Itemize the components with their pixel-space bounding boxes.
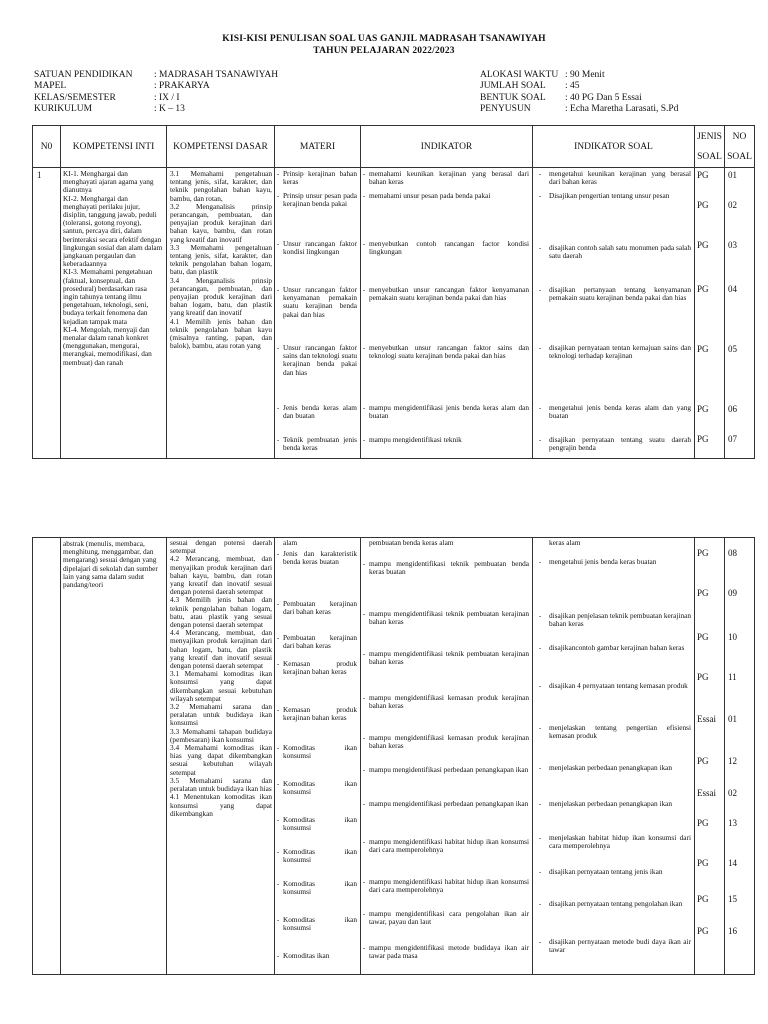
indikator-soal-item: disajikan penjelasan teknik pembuatan kerajinan bahan keras (549, 612, 691, 629)
materi-item: alam (283, 539, 298, 547)
bullet-dash: - (539, 612, 542, 620)
bullet-dash: - (539, 344, 542, 352)
no-soal-value: 07 (728, 434, 737, 444)
no-soal-value: 06 (728, 404, 737, 414)
bullet-dash: - (277, 706, 280, 714)
no-soal-value: 02 (728, 200, 737, 210)
bullet-dash: - (539, 192, 542, 200)
bullet-dash: - (539, 764, 542, 772)
header-jenis-soal: JENIS SOAL (695, 126, 725, 168)
bullet-dash: - (363, 694, 366, 702)
indikator-item: mampu mengidentifikasi habitat hidup ikan konsumsi dari cara memperolehnya (369, 838, 529, 855)
kompetensi-dasar-text: sesuai dengan potensi daerah setempat 4.2 Merancang, membuat, dan menyajikan produk kerajinan dari bahan kayu, bambu, dan rotan yang kreatif dan inovatif sesuai dengan potensi daerah setempat 4.3 Memilih jenis bahan dan teknik pengolahan bahan logam, batu, atau plastik yang sesuai dengan potensi daerah setempat 4.4 Merancang, membuat, dan menyajikan produk kerajinan dari bahan logam, batu, dan plastik yang kreatif dan inovatif sesuai dengan potensi daerah setempat 3.1 Memahami komoditas ikan konsumsi yang dapat dikembangkan sesuai kebutuhan wilayah setempat 3.2 Memahami sarana dan peralatan untuk budidaya ikan konsumsi 3.3 Memahami tahapan budidaya (pembesaran) ikan konsumsi 3.4 Memahami komoditas ikan hias yang dapat dikembangkan sesuai kebutuhan wilayah setempat 3.5 Memahami sarana dan peralatan untuk budidaya ikan hias 4.1 Menentukan komoditas ikan konsumsi yang dapat dikembangkan (170, 539, 272, 818)
materi-item: Komoditas ikan konsumsi (283, 816, 357, 833)
bullet-dash: - (539, 436, 542, 444)
jenis-soal-value: PG (697, 434, 709, 444)
bullet-dash: - (277, 880, 280, 888)
bullet-dash: - (539, 800, 542, 808)
meta-row: ALOKASI WAKTU : 90 Menit (480, 70, 605, 80)
materi-item: Pembuatan kerajinan dari bahan keras (283, 634, 357, 651)
bullet-dash: - (363, 944, 366, 952)
bullet-dash: - (363, 240, 366, 248)
indikator-soal-item: disajikancontoh gambar kerajinan bahan keras (549, 644, 685, 652)
materi-item: Prinsip kerajinan bahan keras (283, 170, 357, 187)
kisi-kisi-table-page1 (32, 125, 755, 459)
kompetensi-inti-text: KI-1. Menghargai dan menghayati ajaran agama yang dianutnya KI-2. Menghargai dan menghayati perilaku jujur, disiplin, tanggung jawab, peduli (toleransi, gotong royong), santun, percaya diri, dalam berinteraksi secara efektif dengan lingkungan sosial dan alam dalam jangkauan pergaulan dan keberadaannya KI-3. Memahami pengetahuan (faktual, konseptual, dan prosedural) berdasarkan rasa ingin tahunya tentang ilmu pengetahuan, teknologi, seni, budaya terkait fenomena dan kejadian tampak mata KI-4. Mengolah, menyaji dan menalar dalam ranah konkret (menggunakan, mengurai, merangkai, memodifikasi, dan membuat) dan ranah (63, 170, 163, 367)
indikator-soal-item: menjelaskan habitat hidup ikan konsumsi dari cara memperolehnya (549, 834, 691, 851)
row-number: 1 (37, 170, 42, 180)
materi-item: Komoditas ikan konsumsi (283, 780, 357, 797)
indikator-item: menyebutkan contoh rancangan factor kondisi lingkungan (369, 240, 529, 257)
indikator-item: memahami keunikan kerajinan yang berasal dari bahan keras (369, 170, 529, 187)
bullet-dash: - (363, 192, 366, 200)
bullet-dash: - (539, 682, 542, 690)
bullet-dash: - (363, 910, 366, 918)
bullet-dash: - (277, 744, 280, 752)
kisi-kisi-table-page2 (32, 537, 755, 975)
bullet-dash: - (277, 916, 280, 924)
bullet-dash: - (277, 780, 280, 788)
jenis-soal-value: PG (697, 404, 709, 414)
materi-item: Komoditas ikan konsumsi (283, 744, 357, 761)
bullet-dash: - (277, 550, 280, 558)
bullet-dash: - (363, 436, 366, 444)
bullet-dash: - (539, 644, 542, 652)
bullet-dash: - (539, 938, 542, 946)
indikator-soal-item: disajikan pertanyaan tentang kenyamanan pemakain suatu kerajinan benda pakai dan hias (549, 286, 691, 303)
indikator-soal-item: mengetahui jenis benda keras buatan (549, 558, 657, 566)
bullet-dash: - (277, 170, 280, 178)
bullet-dash: - (363, 800, 366, 808)
no-soal-value: 01 (728, 170, 737, 180)
bullet-dash: - (539, 558, 542, 566)
indikator-item: mampu mengidentifikasi teknik pembuatan kerajinan bahan keras (369, 650, 529, 667)
jenis-soal-value: PG (697, 170, 709, 180)
indikator-soal-item: disajikan contoh salah satu monumen pada salah satu daerah (549, 244, 691, 261)
materi-item: Pembuatan kerajinan dari bahan keras (283, 600, 357, 617)
no-soal-value: 02 (728, 788, 737, 798)
indikator-column (361, 168, 532, 458)
indikator-soal-item: disajikan pernyataan metode budi daya ikan air tawar (549, 938, 691, 955)
indikator-soal-item: mengetahui jenis benda keras alam dan yang buatan (549, 404, 691, 421)
meta-row: BENTUK SOAL : 40 PG Dan 5 Essai (480, 92, 642, 103)
kompetensi-inti-text: abstrak (menulis, membaca, menghitung, menggambar, dan mengarang) sesuai dengan yang dipelajari di sekolah dan sumber lain yang sama dalam sudut pandang/teori (63, 540, 158, 590)
no-soal-column (725, 168, 754, 458)
bullet-dash: - (363, 404, 366, 412)
indikator-item: mampu mengidentifikasi teknik pembuatan benda keras buatan (369, 560, 529, 577)
indikator-item: mampu mengidentifikasi teknik (369, 436, 462, 444)
indikator-soal-item: Disajikan pengertian tentang unsur pesan (549, 192, 670, 200)
bullet-dash: - (363, 170, 366, 178)
indikator-item: mampu mengidentifikasi habitat hidup ikan konsumsi dari cara memperolehnya (369, 878, 529, 895)
meta-row: KELAS/SEMESTER : IX / I (34, 92, 180, 103)
meta-right (480, 70, 678, 115)
bullet-dash: - (277, 600, 280, 608)
jenis-soal-value: Essai (697, 788, 716, 798)
indikator-soal-item: menjelaskan tentang pengertian efisiensi kemasan produk (549, 724, 691, 741)
indikator-item: mampu mengidentifikasi perbedaan penangkapan ikan (369, 766, 529, 774)
indikator-item: mampu mengidentifikasi perbedaan penangkapan ikan (369, 800, 529, 808)
bullet-dash: - (277, 952, 280, 960)
no-soal-value: 16 (728, 926, 737, 936)
materi-item: Kemasan produk kerajinan bahan keras (283, 706, 357, 723)
indikator-item: mampu mengidentifikasi metode budidaya ikan air tawar pada masa (369, 944, 529, 961)
no-soal-value: 08 (728, 548, 737, 558)
materi-column (275, 168, 360, 458)
indikator-soal-column (533, 168, 694, 458)
materi-item: Prinsip unsur pesan pada kerajinan benda pakai (283, 192, 357, 209)
indikator-soal-item: disajikan pernyataan tentan kemajuan sains dan teknologi terhadap kerajinan (549, 344, 691, 361)
table-header-row (33, 126, 755, 168)
indikator-item: mampu mengidentifikasi cara pengolahan ikan air tawar, payau dan laut (369, 910, 529, 927)
header-indikator: INDIKATOR (361, 126, 533, 168)
jenis-soal-value: PG (697, 672, 709, 682)
indikator-item: mampu mengidentifikasi kemasan produk kerajinan bahan keras (369, 734, 529, 751)
jenis-soal-value: PG (697, 240, 709, 250)
bullet-dash: - (539, 286, 542, 294)
header-no-soal: NO SOAL (725, 126, 755, 168)
no-soal-value: 04 (728, 284, 737, 294)
bullet-dash: - (277, 286, 280, 294)
materi-column (275, 538, 360, 974)
jenis-soal-value: PG (697, 344, 709, 354)
kompetensi-dasar-text: 3.1 Memahami pengetahuan tentang jenis, sifat, karakter, dan teknik pengolahan bahan kayu, bambu, dan rotan, 3.2 Menganalisis prinsip perancangan, pembuatan, dan penyajian produk kerajinan dari bahan kayu, bambu, dan rotan yang kreatif dan inovatif 3.3 Memahami pengetahuan tentang jenis, sifat, karakter, dan teknik pengolahan bahan logam, batu, dan plastik 3.4 Menganalisis prinsip perancangan, pembuatan, dan penyajian produk kerajinan dari bahan logam, batu, dan plastik yang kreatif dan inovatif 4.1 Memilih jenis bahan dan teknik pengolahan bahan kayu (misalnya ranting, papan, dan balok), bambu, atau rotan yang (170, 170, 272, 351)
indikator-item: mampu mengidentifikasi jenis benda keras alam dan buatan (369, 404, 529, 421)
bullet-dash: - (539, 900, 542, 908)
bullet-dash: - (539, 724, 542, 732)
jenis-soal-column (695, 538, 724, 974)
jenis-soal-column (695, 168, 724, 458)
no-soal-value: 13 (728, 818, 737, 828)
bullet-dash: - (363, 344, 366, 352)
jenis-soal-value: PG (697, 926, 709, 936)
meta-row: PENYUSUN : Echa Maretha Larasati, S.Pd (480, 103, 679, 114)
bullet-dash: - (363, 766, 366, 774)
materi-item: Unsur rancangan faktor kondisi lingkungan (283, 240, 357, 257)
materi-item: Komoditas ikan konsumsi (283, 880, 357, 897)
indikator-item: menyebutkan unsur rancangan faktor sains dan teknologi suatu kerajinan benda pakai dan hias (369, 344, 529, 361)
no-soal-value: 14 (728, 858, 737, 868)
table-row (33, 538, 755, 975)
indikator-column (361, 538, 532, 974)
bullet-dash: - (277, 344, 280, 352)
jenis-soal-value: PG (697, 200, 709, 210)
meta-row: MAPEL : PRAKARYA (34, 81, 210, 92)
indikator-soal-column (533, 538, 694, 974)
materi-item: Unsur rancangan faktor sains dan teknologi suatu kerajinan benda pakai dan hias (283, 344, 357, 377)
jenis-soal-value: Essai (697, 714, 716, 724)
document-subtitle: TAHUN PELAJARAN 2022/2023 (313, 46, 455, 56)
meta-row: JUMLAH SOAL : 45 (480, 81, 580, 92)
materi-item: Kemasan produk kerajinan bahan keras (283, 660, 357, 677)
header-kompetensi-inti: KOMPETENSI INTI (61, 126, 167, 168)
jenis-soal-value: PG (697, 632, 709, 642)
bullet-dash: - (363, 610, 366, 618)
bullet-dash: - (539, 170, 542, 178)
bullet-dash: - (277, 816, 280, 824)
bullet-dash: - (539, 834, 542, 842)
bullet-dash: - (277, 436, 280, 444)
jenis-soal-value: PG (697, 756, 709, 766)
indikator-soal-item: keras alam (549, 539, 581, 547)
indikator-soal-item: mengetahui keunikan kerajinan yang berasal dari bahan keras (549, 170, 691, 187)
bullet-dash: - (363, 650, 366, 658)
indikator-item: pembuatan benda keras alam (369, 539, 454, 547)
indikator-soal-item: menjelaskan perbedaan penangkapan ikan (549, 800, 672, 808)
jenis-soal-value: PG (697, 894, 709, 904)
indikator-soal-item: menjelaskan perbedaan penangkapan ikan (549, 764, 672, 772)
meta-row: KURIKULUM : K – 13 (34, 103, 185, 114)
indikator-soal-item: disajikan pernyataan tentang pengolahan ikan (549, 900, 683, 908)
bullet-dash: - (539, 244, 542, 252)
bullet-dash: - (277, 192, 280, 200)
indikator-soal-item: disajikan pernyataan tentang jenis ikan (549, 868, 663, 876)
header-indikator-soal: INDIKATOR SOAL (533, 126, 695, 168)
no-soal-value: 11 (728, 672, 737, 682)
materi-item: Unsur rancangan faktor kenyamanan pemakain suatu kerajinan benda pakai dan hias (283, 286, 357, 319)
indikator-item: mampu mengidentifikasi teknik pembuatan kerajinan bahan keras (369, 610, 529, 627)
document-title: KISI-KISI PENULISAN SOAL UAS GANJIL MADRASAH TSANAWIYAH (222, 34, 546, 44)
no-soal-value: 15 (728, 894, 737, 904)
no-soal-column (725, 538, 754, 974)
jenis-soal-value: PG (697, 588, 709, 598)
jenis-soal-value: PG (697, 284, 709, 294)
bullet-dash: - (277, 404, 280, 412)
indikator-soal-item: disajikan 4 pernyataan tentang kemasan produk (549, 682, 688, 690)
materi-item: Komoditas ikan konsumsi (283, 916, 357, 933)
no-soal-value: 10 (728, 632, 737, 642)
no-soal-value: 05 (728, 344, 737, 354)
indikator-item: mampu mengidentifikasi kemasan produk kerajinan bahan keras (369, 694, 529, 711)
jenis-soal-value: PG (697, 818, 709, 828)
indikator-soal-item: disajikan pernyataan tentang suatu daerah pengrajin benda (549, 436, 691, 453)
bullet-dash: - (363, 286, 366, 294)
bullet-dash: - (363, 560, 366, 568)
no-soal-value: 09 (728, 588, 737, 598)
materi-item: Jenis benda keras alam dan buatan (283, 404, 357, 421)
bullet-dash: - (539, 404, 542, 412)
bullet-dash: - (539, 868, 542, 876)
no-soal-value: 12 (728, 756, 737, 766)
bullet-dash: - (363, 838, 366, 846)
jenis-soal-value: PG (697, 548, 709, 558)
header-kompetensi-dasar: KOMPETENSI DASAR (167, 126, 275, 168)
materi-item: Komoditas ikan (283, 952, 330, 960)
bullet-dash: - (277, 660, 280, 668)
indikator-item: menyebutkan unsur rancangan faktor kenyamanan pemakain suatu kerajinan benda pakai dan hias (369, 286, 529, 303)
bullet-dash: - (363, 734, 366, 742)
jenis-soal-value: PG (697, 858, 709, 868)
bullet-dash: - (277, 634, 280, 642)
bullet-dash: - (277, 848, 280, 856)
header-no: N0 (33, 126, 61, 168)
materi-item: Teknik pembuatan jenis benda keras (283, 436, 357, 453)
no-soal-value: 01 (728, 714, 737, 724)
bullet-dash: - (363, 878, 366, 886)
materi-item: Komoditas ikan konsumsi (283, 848, 357, 865)
meta-left (34, 70, 278, 115)
table-row (33, 168, 755, 459)
materi-item: Jenis dan karakteristik benda keras buatan (283, 550, 357, 567)
meta-row: SATUAN PENDIDIKAN : MADRASAH TSANAWIYAH (34, 70, 279, 80)
header-materi: MATERI (275, 126, 361, 168)
bullet-dash: - (277, 240, 280, 248)
indikator-item: memahami unsur pesan pada benda pakai (369, 192, 491, 200)
no-soal-value: 03 (728, 240, 737, 250)
